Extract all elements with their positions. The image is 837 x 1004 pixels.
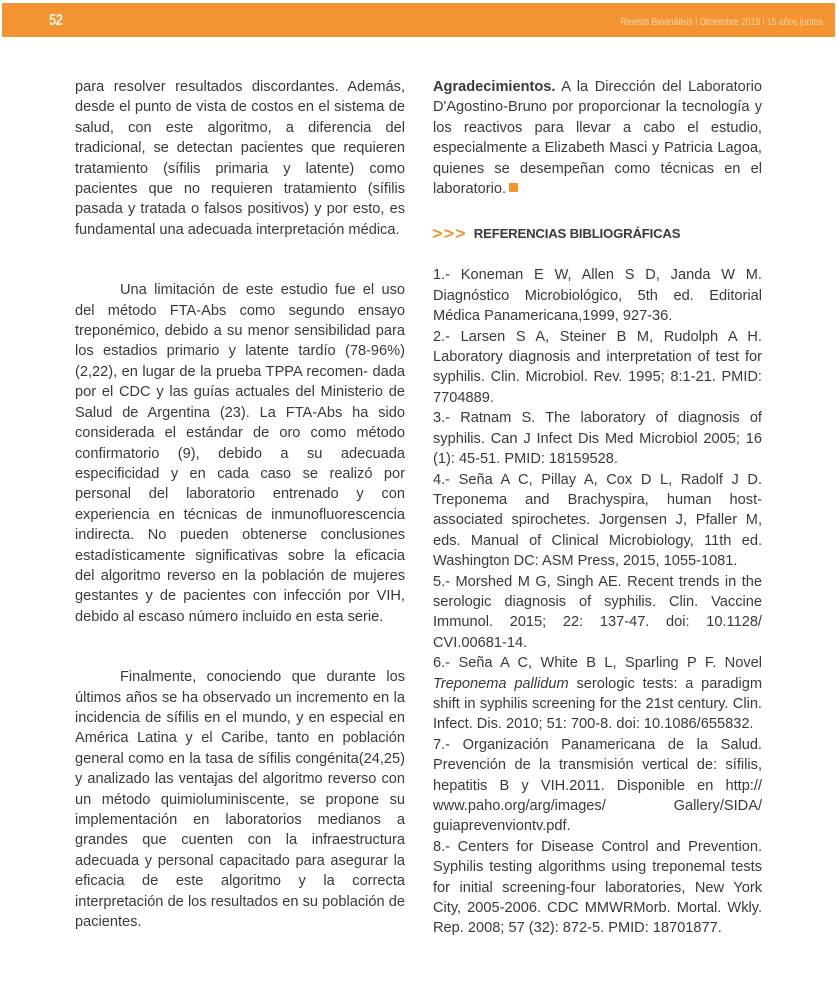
end-of-article-square-icon <box>509 183 518 192</box>
reference-item <box>433 653 762 735</box>
running-head: Revista Bioanálisis I Diciembre 2019 l 15 años juntos <box>620 16 823 28</box>
paragraph-gap <box>75 260 405 280</box>
references-title: REFERENCIAS BIBLIOGRÁFICAS <box>473 226 681 242</box>
reference-italic-species: Treponema pallidum <box>433 675 569 692</box>
paragraph-gap <box>75 627 405 647</box>
acknowledgements-text: A la Dirección del Laboratorio D'Agostino-Bruno por proporcionar la tecnología y los reactivos para llevar a cabo el estudio, especialmente a Elizabeth Masci y Patricia Lagoa, quienes se desempeñan como técnicas en el laboratorio. <box>433 79 762 198</box>
left-column <box>75 77 405 932</box>
body-paragraph: para resolver resultados discordantes. Además, desde el punto de vista de costos en el sistema de salud, con este algoritmo, a diferencia del tradicional, se detectan pacientes que requieren tratamiento (sífilis primaria y latente) como pacientes que no requieren tratamiento (sífilis pasada y tratada o falsos positivos) y por esto, es fundamental una adecuada interpretación médica. <box>75 79 405 238</box>
reference-item: 1.- Koneman E W, Allen S D, Janda W M. Diagnóstico Microbiológico, 5th ed. Editorial Médica Panamericana,1999, 927-36. <box>433 267 762 325</box>
reference-text: 6.- Seña A C, White B L, Sparling P F. Novel <box>433 655 762 672</box>
references-heading <box>433 223 762 245</box>
body-paragraph: Finalmente, conociendo que durante los últimos años se ha observado un incremento en la incidencia de sífilis en el mundo, y en especial en América Latina y el Caribe, tanto en población general como en la tasa de sífilis congénita(24,25) y analizado las ventajas del algoritmo reverso con un método quimioluminiscente, se propone su implementación en laboratorios medianos a grandes que cuenten con la infraestructura adecuada y personal capacitado para asegurar la eficacia de este algoritmo y la correcta interpretación de los resultados en su población de pacientes. <box>75 669 405 931</box>
references-list <box>433 265 762 938</box>
reference-text: serologic tests: a paradigm shift in syphilis screening for the 21st century. Clin. Infect. Dis. 2010; 51: 700-8. doi: 10.1086/655832. <box>433 675 762 733</box>
reference-item: 2.- Larsen S A, Steiner B M, Rudolph A H. Laboratory diagnosis and interpretation of test for syphilis. Clin. Microbiol. Rev. 1995; 8:1-21. PMID: 7704889. <box>433 328 762 406</box>
reference-item: 7.- Organización Panamericana de la Salud. Prevención de la transmisión vertical de: sífilis, hepatitis B y VIH.2011. Disponible en http:// www.paho.org/arg/images/ Gallery/SIDA/ guiaprevenviontv.pdf. <box>433 736 762 835</box>
body-paragraph: Una limitación de este estudio fue el uso del método FTA-Abs como segundo ensayo treponémico, debido a su menor sensibilidad para los estadios primario y latente tardío (78-96%) (2,22), en lugar de la prueba TPPA recomen- dada por el CDC y las guías actuales del Ministerio de Salud de Argentina (23). La FTA-Abs ha sido considerada el estándar de oro como método confirmatorio (9), debido a su adecuada especificidad y en cada caso se realizó por personal del laboratorio entrenado y con experiencia en técnicas de inmunofluorescencia indirecta. No pueden obtenerse conclusiones estadísticamente significativas sobre la eficacia del algoritmo reverso en la población de mujeres gestantes y de pacientes con infección por VIH, debido al escaso número incluido en esta serie. <box>75 282 405 625</box>
right-column <box>433 77 762 939</box>
page-number: 52 <box>49 12 63 29</box>
paragraph-gap <box>75 647 405 667</box>
paragraph-gap <box>75 240 405 260</box>
page-header-bar <box>2 3 835 37</box>
acknowledgements-paragraph <box>433 77 762 199</box>
reference-item: 3.- Ratnam S. The laboratory of diagnosis of syphilis. Can J Infect Dis Med Microbiol 2005; 16 (1): 45-51. PMID: 18159528. <box>433 410 762 468</box>
reference-item: 4.- Seña A C, Pillay A, Cox D L, Radolf J D. Treponema and Brachyspira, human host-associated spirochetes. Jorgensen J, Pfaller M, eds. Manual of Clinical Microbiology, 11th ed. Washington DC: ASM Press, 2015, 1055-1081. <box>433 471 762 570</box>
reference-item: 8.- Centers for Disease Control and Prevention. Syphilis testing algorithms using treponemal tests for initial screening-four laboratories, New York City, 2005-2006. CDC MMWRMorb. Mortal. Wkly. Rep. 2008; 57 (32): 872-5. PMID: 18701877. <box>433 838 762 937</box>
reference-item: 5.- Morshed M G, Singh AE. Recent trends in the serologic diagnosis of syphilis. Clin. Vaccine Immunol. 2015; 22: 137-47. doi: 10.1128/ CVI.00681-14. <box>433 573 762 651</box>
triple-chevron-icon: >>> <box>432 224 467 244</box>
acknowledgements-title: Agradecimientos. <box>433 79 556 95</box>
